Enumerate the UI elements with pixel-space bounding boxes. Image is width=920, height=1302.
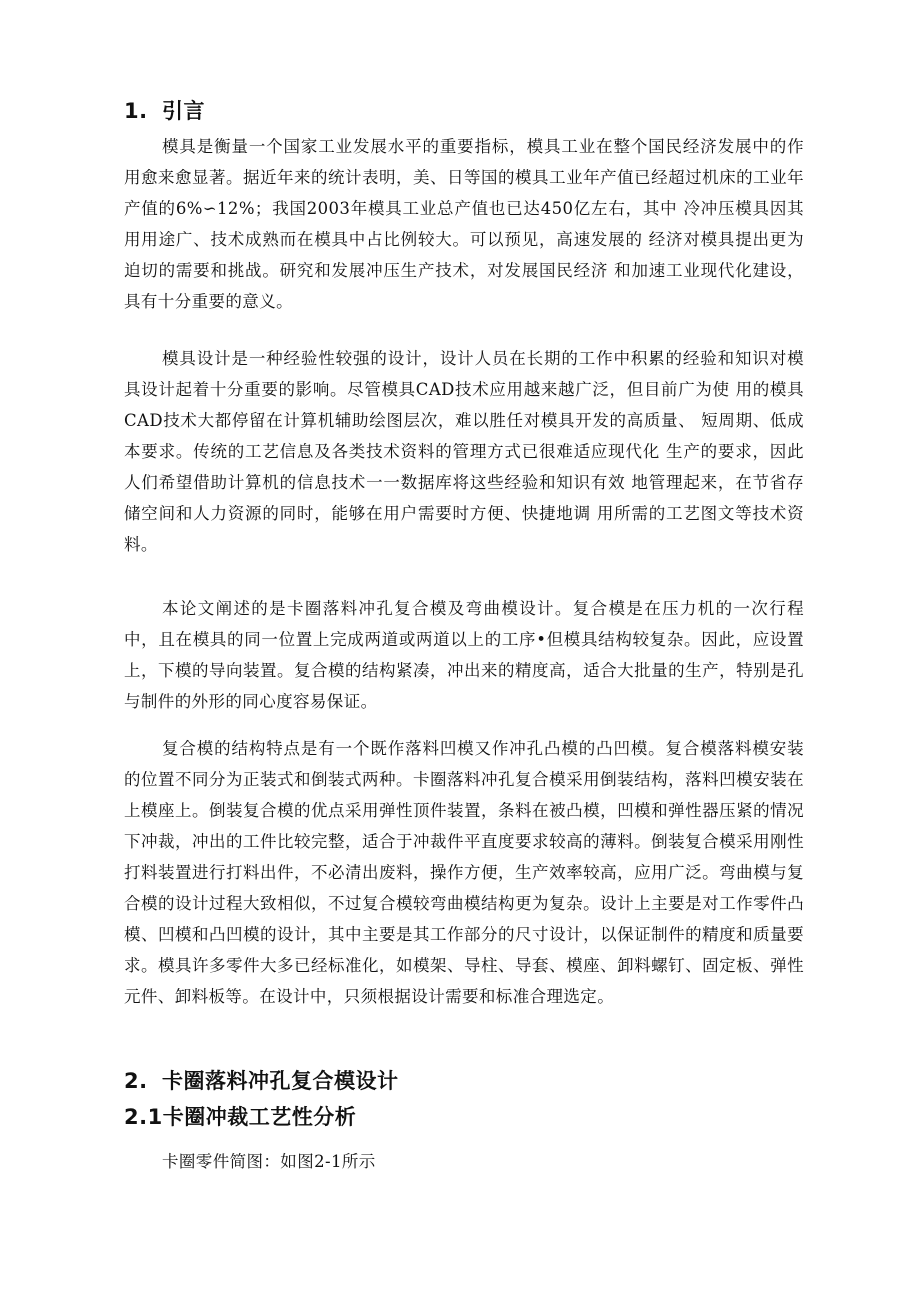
paragraph-4: 复合模的结构特点是有一个既作落料凹模又作冲孔凸模的凸凹模。复合模落料模安装的位置不同分为正装式和倒装式两种。卡圈落料冲孔复合模采用倒装结构，落料凹模安装在上模座上。倒装复合模的优点采用弹性顶件装置，条料在被凸模，凹模和弹性器压紧的情况下冲裁，冲出的工件比较完整，适合于冲裁件平直度要求较高的薄料。倒装复合模采用刚性打料装置进行打料出件，不必清出废料，操作方便，生产效率较高，应用广泛。弯曲模与复合模的设计过程大致相似，不过复合模较弯曲模结构更为复杂。设计上主要是对工作零件凸模、凹模和凸凹模的设计，其中主要是其工作部分的尺寸设计，以保证制件的精度和质量要求。模具许多零件大多已经标准化，如模架、导柱、导套、模座、卸料螺钉、固定板、弹性元件、卸料板等。在设计中，只须根据设计需要和标准合理选定。	[124, 739, 804, 1006]
section-title: 引言	[162, 99, 205, 123]
paragraph-2: 模具设计是一种经验性较强的设计，设计人员在长期的工作中积累的经验和知识对模具设计起着十分重要的影响。尽管模具CAD技术应用越来越广泛，但目前广为使 用的模具CAD技术大都停留在计算机辅助绘图层次，难以胜任对模具开发的高质量、 短周期、低成本要求。传统的工艺信息及各类技术资料的管理方式已很难适应现代化 生产的要求，因此人们希望借助计算机的信息技术一一数据库将这些经验和知识有效 地管理起来，在节省存储空间和人力资源的同时，能够在用户需要时方便、快捷地调 用所需的工艺图文等技术资料。	[124, 349, 804, 554]
subsection-heading-process-analysis	[124, 1102, 356, 1132]
subsection-title: 2.1卡圈冲裁工艺性分析	[124, 1105, 357, 1129]
section-number: 1.	[124, 99, 148, 123]
section-heading-compound-die	[124, 1066, 399, 1096]
paragraph-3: 本论文阐述的是卡圈落料冲孔复合模及弯曲模设计。复合模是在压力机的一次行程中，且在模具的同一位置上完成两道或两道以上的工序•但模具结构较复杂。因此，应设置上，下模的导向装置。复合模的结构紧凑，冲出来的精度高，适合大批量的生产，特别是孔与制件的外形的同心度容易保证。	[124, 599, 804, 711]
section-heading-introduction	[124, 96, 205, 126]
paragraph-1: 模具是衡量一个国家工业发展水平的重要指标，模具工业在整个国民经济发展中的作用愈来愈显著。据近年来的统计表明，美、日等国的模具工业年产值已经超过机床的工业年产值的6%∽12%；我国2003年模具工业总产值也已达450亿左右，其中 冷冲压模具因其用用途广、技术成熟而在模具中占比例较大。可以预见，高速发展的 经济对模具提出更为迫切的需要和挑战。研究和发展冲压生产技术，对发展国民经济 和加速工业现代化建设，具有十分重要的意义。	[124, 137, 804, 311]
figure-reference: 卡圈零件简图：如图2-1所示	[162, 1152, 376, 1171]
section-title: 卡圈落料冲孔复合模设计	[162, 1069, 399, 1093]
section-number: 2.	[124, 1069, 148, 1093]
